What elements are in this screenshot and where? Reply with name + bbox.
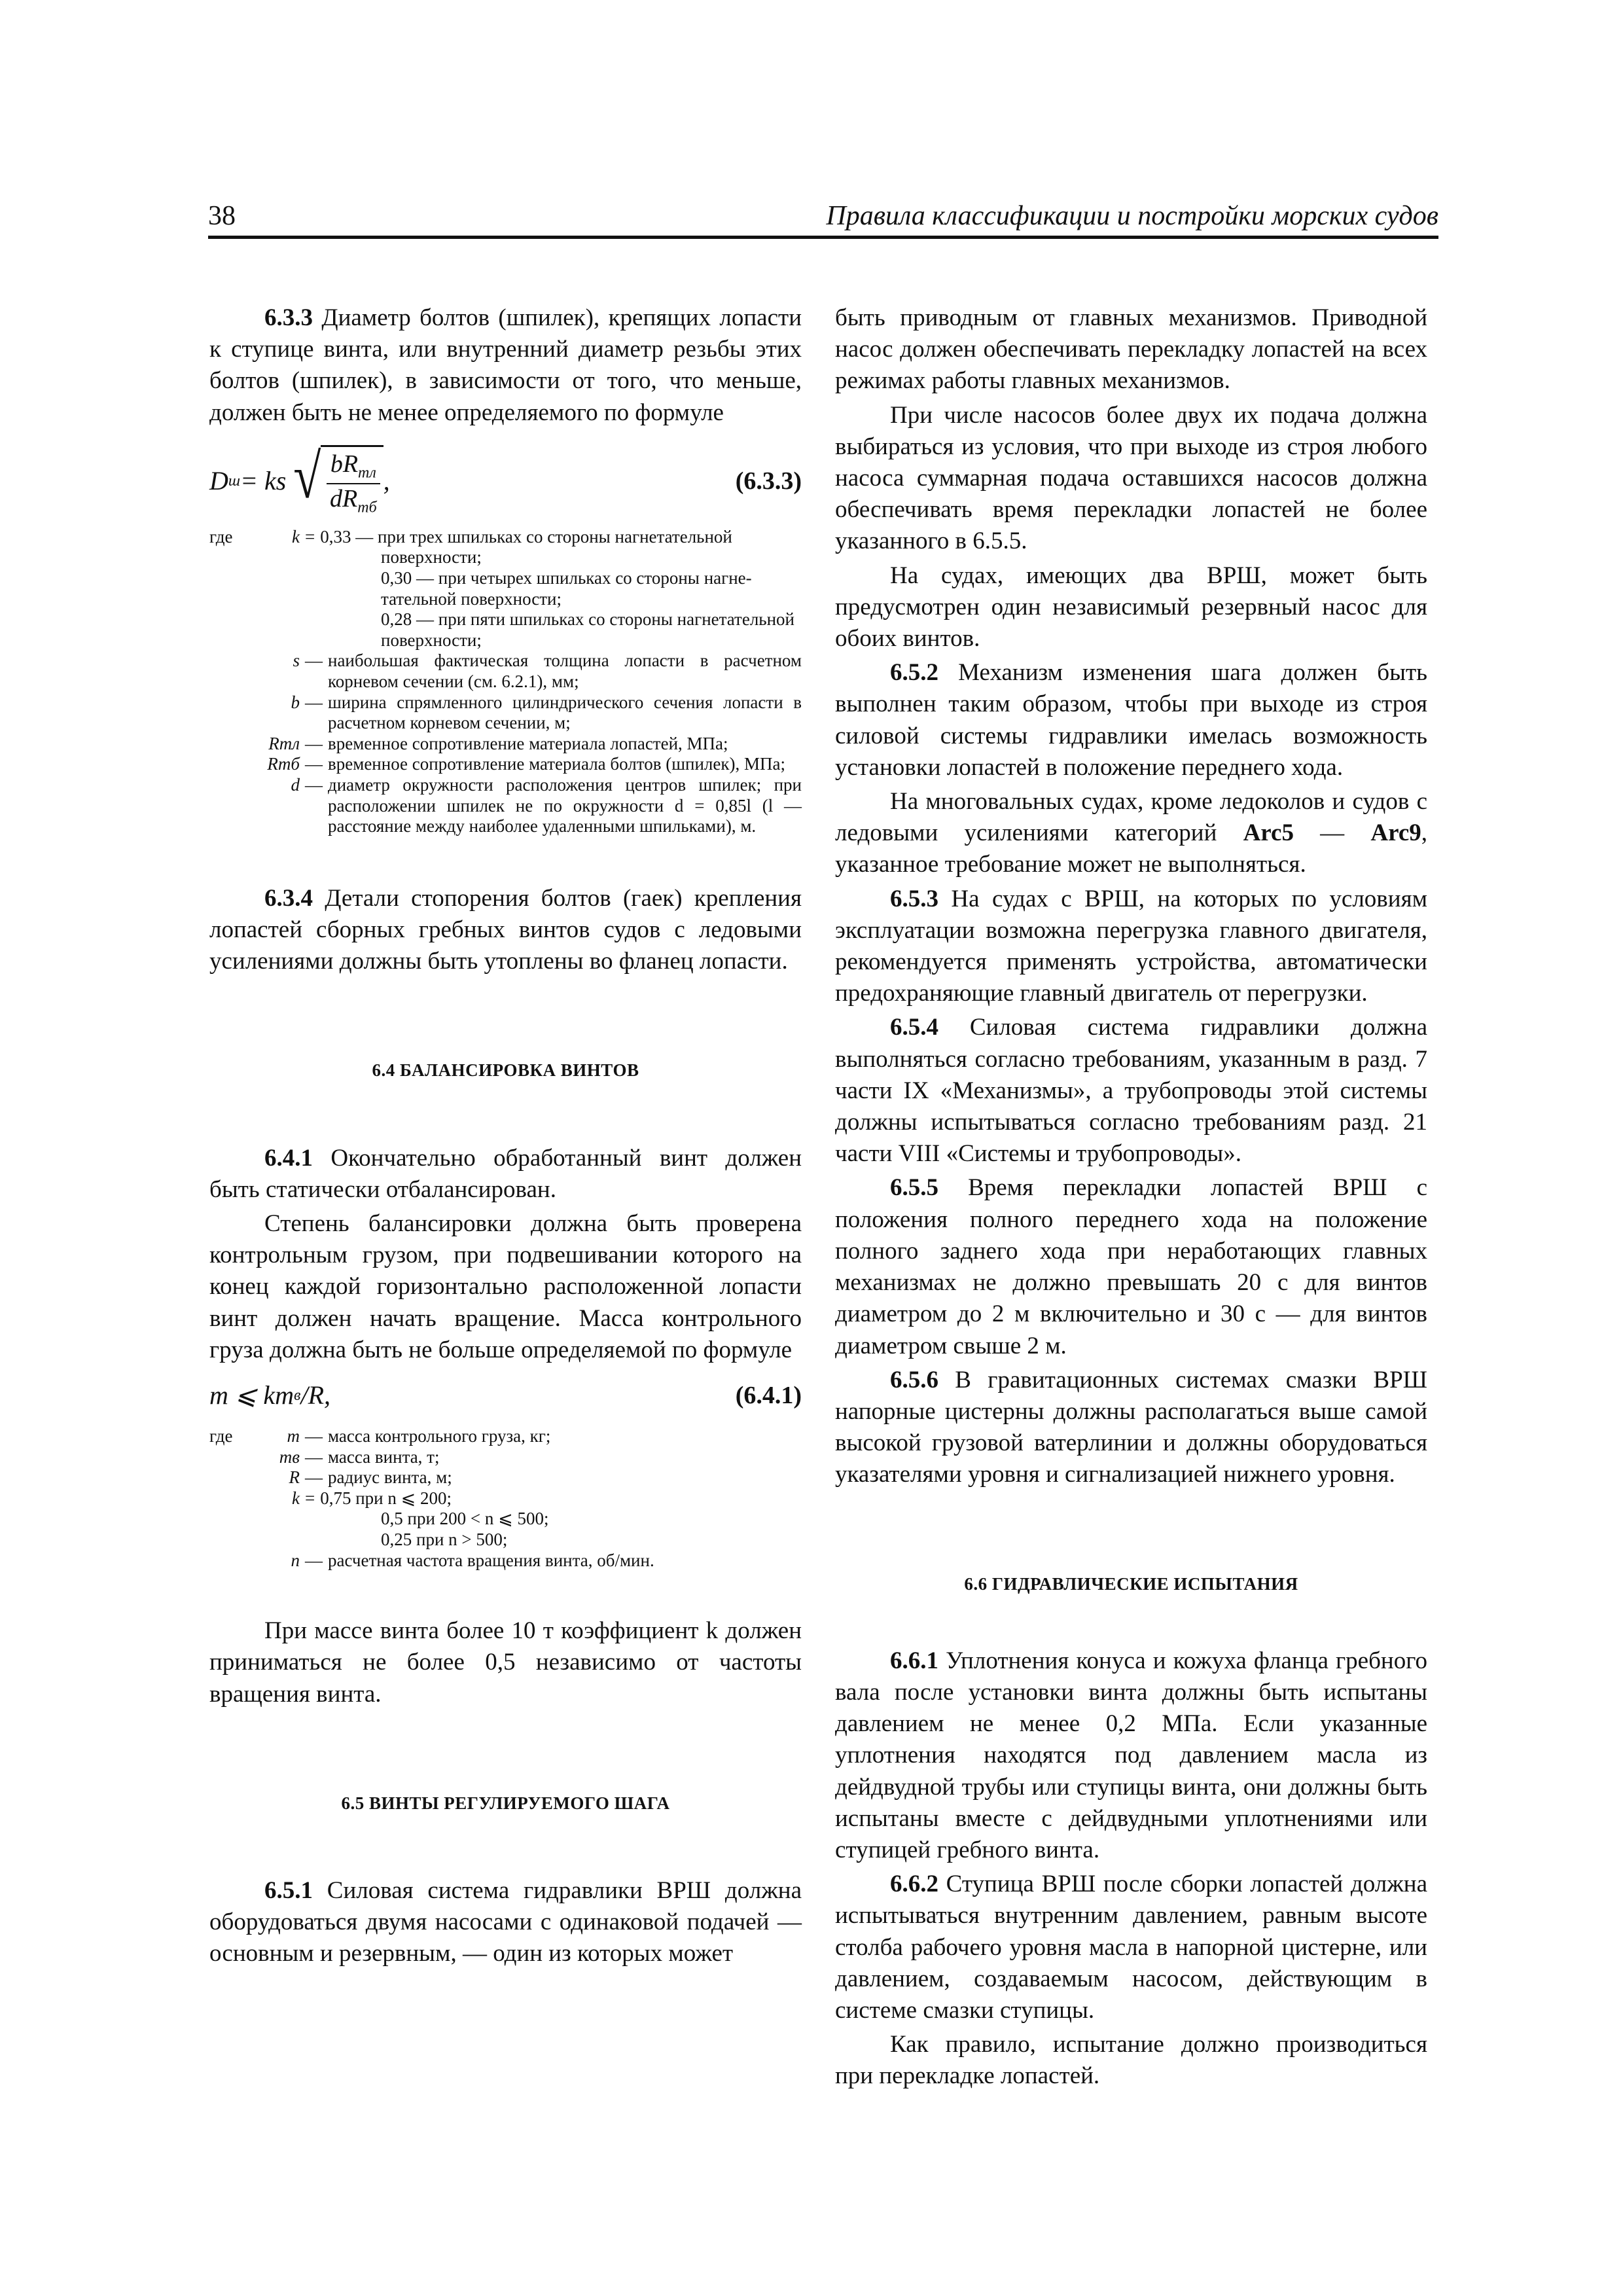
fraction: [326, 451, 381, 516]
section-number: 6.5.5: [890, 1174, 938, 1202]
formula-6-4-1: [209, 1376, 802, 1414]
section-number: 6.6.2: [890, 1871, 938, 1898]
paragraph-6-5-1-reserve: На судах, имеющих два ВРШ, может быть предусмотрен один независимый резервный насос для обоих винтов.: [835, 562, 1427, 653]
legend-row: R — радиус винта, м;: [289, 1467, 452, 1488]
formula-tail: /R,: [300, 1380, 331, 1410]
section-heading-6-6: 6.6 ГИДРАВЛИЧЕСКИЕ ИСПЫТАНИЯ: [964, 1573, 1298, 1594]
legend-6-3-3: [209, 527, 802, 837]
paragraph-6-6-2: [835, 1869, 1427, 2026]
running-header: [208, 195, 1438, 239]
section-number: 6.6.1: [890, 1647, 938, 1674]
paragraph-6-5-5: [835, 1172, 1427, 1361]
legend-row: mв — масса винта, т;: [279, 1446, 440, 1467]
section-number: 6.5.3: [890, 885, 938, 912]
square-root: [290, 441, 383, 516]
legend-row: n — расчетная частота вращения винта, об/мин.: [291, 1550, 654, 1570]
paragraph-text: Силовая система гидравлики ВРШ должна оборудоваться двумя насосами с одинаковой подачей — основным и резервным, — один из которых может: [209, 1876, 802, 1967]
fraction-denominator: $dR_{тб}$: [330, 485, 377, 516]
legend-line: 0,25 при n > 500;: [381, 1529, 508, 1549]
paragraph-6-5-3: [835, 884, 1427, 1010]
ice-class-arc5: Arc5: [1243, 819, 1294, 847]
paragraph-text: Уплотнения конуса и кожуха фланца гребного вала после установки винта должны быть испытаны давлением не менее 0,2 МПа. Если указанные уплотнения находятся под давлением масла из дейдвудной трубы или ступицы винта, они должны быть испытаны вместе с дейдвудными уплотнениями или ступицей гребного винта.: [835, 1647, 1427, 1863]
paragraph-6-5-1: [209, 1875, 802, 1970]
running-title: Правила классификации и постройки морских судов: [826, 201, 1438, 231]
legend-line: 0,28 — при пяти шпильках со стороны нагнетательной: [381, 609, 795, 630]
section-heading-6-5: 6.5 ВИНТЫ РЕГУЛИРУЕМОГО ШАГА: [341, 1793, 670, 1813]
formula-number: (6.4.1): [735, 1381, 802, 1409]
legend-row: k = 0,75 при n ⩽ 200;: [292, 1488, 452, 1508]
formula-expression: [209, 1380, 330, 1411]
legend-row: s — наибольшая фактическая толщина лопасти в расчетном корневом сечении (см. 6.2.1), мм;: [293, 651, 802, 691]
paragraph-text: Диаметр болтов (шпилек), крепящих лопасти к ступице винта, или внутренний диаметр резьбы этих болтов (шпилек), в зависимости от того, что меньше, должен быть не менее определяемого по формуле: [209, 304, 802, 426]
section-number: 6.3.3: [264, 304, 313, 331]
legend-6-4-1: [209, 1426, 802, 1571]
page-number: 38: [208, 201, 236, 231]
legend-line: 0,30 — при четырех шпильках со стороны нагне-: [381, 568, 752, 588]
fraction-numerator: $bR_{тл}$: [327, 451, 380, 484]
formula-lhs: m ⩽ km: [209, 1380, 294, 1410]
legend-continuation: поверхности;: [381, 547, 482, 567]
paragraph-text: Силовая система гидравлики должна выполняться согласно требованиям, указанным в разд. 7 части IX «Механизмы», а трубопроводы этой системы должны испытываться согласно требованиям разд. 21 части VIII «Системы и трубопроводы».: [835, 1014, 1427, 1168]
section-number: 6.5.6: [890, 1366, 938, 1393]
paragraph-6-4-1: [209, 1143, 802, 1206]
legend-row: где m — масса контрольного груза, кг;: [209, 1426, 551, 1446]
formula-comma: ,: [383, 465, 390, 495]
formula-6-3-3: [209, 442, 802, 520]
paragraph-text: Механизм изменения шага должен быть выполнен таким образом, чтобы при выходе из строя силовой системы гидравлики имелась возможность установки лопастей в положение переднего хода.: [835, 659, 1427, 781]
formula-expression: [209, 441, 390, 516]
section-number: 6.5.4: [890, 1014, 938, 1041]
section-number: 6.4.1: [264, 1144, 313, 1172]
section-heading-6-4: 6.4 БАЛАНСИРОВКА ВИНТОВ: [372, 1060, 639, 1081]
paragraph-6-5-6: [835, 1365, 1427, 1491]
paragraph-text: В гравитационных системах смазки ВРШ напорные цистерны должны располагаться выше самой высокой грузовой ватерлинии и должны оборудоваться указателями уровня и сигнализацией нижнего уровня.: [835, 1366, 1427, 1488]
legend-continuation: тательной поверхности;: [381, 588, 562, 609]
paragraph-text: Детали стопорения болтов (гаек) крепления лопастей сборных гребных винтов судов с ледовыми усилениями должны быть утоплены во фланец лопасти.: [209, 884, 802, 975]
section-number: 6.3.4: [264, 884, 313, 912]
right-column: [835, 302, 1427, 2092]
paragraph-6-4-1-balance: Степень балансировки должна быть проверена контрольным грузом, при подвешивании которого на конец каждой горизонтально расположенной лопасти винт должен начать вращение. Масса контрольного груза должна быть не больше определяемой по формуле: [209, 1210, 802, 1363]
formula-eq: = ks: [240, 465, 287, 495]
formula-lhs-sub: ш: [228, 472, 241, 490]
paragraph-text: На судах с ВРШ, на которых по условиям эксплуатации возможна перегрузка главного двигателя, рекомендуется применять устройства, автоматически предохраняющие главный двигатель от перегрузки.: [835, 885, 1427, 1007]
paragraph-6-3-3: [209, 302, 802, 429]
legend-continuation: поверхности;: [381, 630, 482, 650]
section-number: 6.5.1: [264, 1876, 313, 1904]
legend-row: где k = 0,33 — при трех шпильках со стороны нагнетательной: [209, 526, 732, 547]
formula-lhs: D: [209, 465, 228, 495]
paragraph-text: Время перекладки лопастей ВРШ с положения полного переднего хода на положение полного заднего хода при неработающих главных механизмах не должно превышать 20 с для винтов диаметром до 2 м включительно и 30 с — для винтов диаметром свыше 2 м.: [835, 1174, 1427, 1359]
paragraph-6-4-1-note: При массе винта более 10 т коэффициент k должен приниматься не более 0,5 независимо от частоты вращения винта.: [209, 1617, 802, 1708]
ice-class-arc9: Arc9: [1370, 819, 1421, 847]
legend-row: b — ширина спрямленного цилиндрического сечения лопасти в расчетном корневом сечении, м;: [291, 692, 802, 733]
formula-sub: в: [294, 1386, 301, 1404]
paragraph-text: Ступица ВРШ после сборки лопастей должна испытываться внутренним давлением, равным высоте столба рабочего уровня масла в напорной цистерне, или давлением, создаваемым насосом, действующим в системе смазки ступицы.: [835, 1871, 1427, 2024]
legend-row: d — диаметр окружности расположения центров шпилек; при расположении шпилек не по окружности d = 0,85l (l — расстояние между наиболее удаленными шпильками), м.: [291, 774, 802, 836]
legend-row: Rтл — временное сопротивление материала лопастей, МПа;: [268, 733, 728, 753]
paragraph-6-5-4: [835, 1012, 1427, 1170]
paragraph-6-5-1-pumps: При числе насосов более двух их подача должна выбираться из условия, что при выходе из строя любого насоса суммарная подача оставшихся насосов должна обеспечивать время перекладки лопастей не более указанного в 6.5.5.: [835, 401, 1427, 555]
section-number: 6.5.2: [890, 659, 938, 687]
paragraph-6-5-2: [835, 657, 1427, 783]
formula-number: (6.3.3): [735, 467, 802, 495]
left-column: [209, 302, 802, 1970]
paragraph-6-5-2-multishaft: На многовальных судах, кроме ледоколов и судов с ледовыми усилениями категорий Arc5 — Arc9, указанное требование может не выполняться.: [835, 788, 1427, 878]
legend-line: 0,5 при 200 < n ⩽ 500;: [381, 1509, 549, 1529]
radicand: [321, 445, 383, 516]
legend-row: Rтб — временное сопротивление материала болтов (шпилек), МПа;: [267, 754, 785, 774]
paragraph-6-6-2-note: Как правило, испытание должно производиться при перекладке лопастей.: [835, 2031, 1427, 2090]
radical-sign: √: [293, 441, 321, 512]
paragraph-6-6-1: [835, 1645, 1427, 1866]
paragraph-6-3-4: [209, 883, 802, 978]
paragraph-6-5-1-continued: быть приводным от главных механизмов. Приводной насос должен обеспечивать перекладку лопастей на всех режимах работы главных механизмов.: [835, 304, 1427, 395]
paragraph-text: Окончательно обработанный винт должен быть статически отбалансирован.: [209, 1144, 802, 1203]
